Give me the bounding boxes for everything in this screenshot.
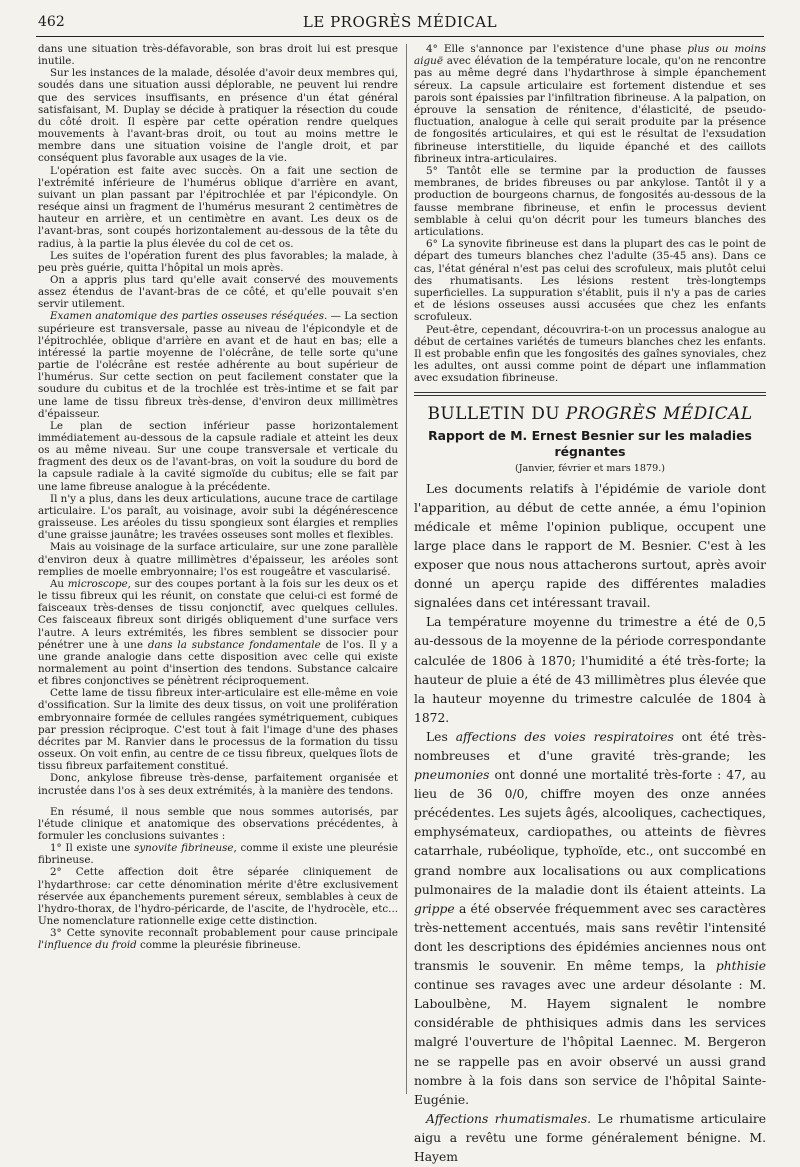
text-run: de l'os. Il y a une grande analogie dans cette disposition avec celle qui existe normalement au point d'insertion des tendons. Substance calcaire et fibres conjonctives se pénètrent réciproquement.: [38, 638, 399, 688]
italic-run: l'influence du froid: [38, 939, 137, 952]
paragraph: [38, 578, 398, 687]
text-run: 1° Il existe une: [50, 842, 135, 855]
text-run: , comme il existe une pleurésie fibrineuse.: [38, 842, 398, 867]
paragraph: [414, 728, 766, 1110]
text-run: continue ses ravages avec une ardeur désolante : M. Laboulbène, M. Hayem signalent le nombre considérable de phthisiques admis dans les services malgré l'ouverture de l'hôpital Laennec. M. Bergeron ne se rappelle pas en avoir observé un aussi grand nombre à la fois dans son service de l'hôpital Sainte-Eugénie.: [414, 978, 766, 1107]
italic-run: grippe: [414, 901, 455, 916]
italic-run: phthisie: [715, 959, 766, 974]
column-divider: [406, 44, 407, 1094]
paragraph: Cette lame de tissu fibreux inter-articulaire est elle-même en voie d'ossification. Sur la limite des deux tissus, on voit une prolifération embryonnaire formée de cellules rangées symétriquement, cubiques par pression réciproque. C'est tout à fait l'image d'une des phases décrites par M. Ranvier dans le processus de la formation du tissu osseux. On voit enfin, au centre de ce tissu fibreux, quelques îlots de tissu fibreux parfaitement constitué.: [38, 687, 398, 773]
italic-run: affections des voies respiratoires: [455, 729, 674, 744]
italic-run: Affections rhumatismales.: [426, 1111, 592, 1126]
paragraph: Les documents relatifs à l'épidémie de variole dont l'apparition, au début de cette année, a ému l'opinion médicale et même l'opinion publique, occupent une large place dans le rapport de M. Besnier. C'est à les exposer que nous nous attacherons surtout, après avoir donné un aperçu rapide des différentes maladies signalées dans cet intéressant travail.: [414, 481, 766, 611]
paragraph: Donc, ankylose fibreuse très-dense, parfaitement organisée et incrustée dans l'os à ses deux extrémités, à la manière des tendons.: [38, 772, 398, 797]
text-run: ont donné une mortalité très-forte : 47, au lieu de 36 0/0, chiffre moyen des onze années précédentes. Les sujets âgés, alcooliques, cachectiques, emphysémateux, cardiopathes, ou atteints de fièvres catarrhale, rubéolique, typhoïde, etc., ont succombé en grand nombre aux localisations ou aux complications pulmonaires de la maladie dont ils étaient atteints. La: [414, 768, 766, 897]
text-run: BULLETIN DU: [427, 403, 566, 424]
text-run: Le rhumatisme articulaire aigu a revêtu une forme généralement bénigne. M. Hayem: [414, 1111, 766, 1164]
paragraph: On a appris plus tard qu'elle avait conservé des mouvements assez étendus de l'avant-bras de ce côté, et qu'elle pouvait s'en servir utilement.: [38, 273, 398, 311]
bulletin-subtitle: Rapport de M. Ernest Besnier sur les maladies régnantes: [428, 427, 752, 459]
text-run: 3° Cette synovite reconnaît probablement pour cause principale: [50, 927, 398, 940]
text-run: 4° Elle s'annonce par l'existence d'une phase: [426, 43, 688, 55]
text-run: , sur des coupes portant à la fois sur les deux os et le tissu fibreux qui les réunit, on constate que celui-ci est formé de faisceaux très-denses de tissu conjonctif, avec quelques cellules. Ces faisceaux fibreux sont dirigés obliquement d'une surface vers l'autre. A leurs extrémités, les fibres semblent se dissocier pour pénétrer une à une: [38, 577, 398, 651]
conclusion-item: [38, 842, 398, 866]
paragraph: Peut-être, cependant, découvrira-t-on un processus analogue au début de certaines variétés de tumeurs blanches chez les enfants. Il est probable enfin que les fongosités des gaînes synoviales, chez les adultes, ont aussi comme point de départ une inflammation avec exsudation fibrineuse.: [414, 323, 766, 385]
italic-run: microscope: [67, 577, 128, 590]
paragraph: Il n'y a plus, dans les deux articulations, aucune trace de cartilage articulaire. L'os paraît, au voisinage, avoir subi la dégénérescence graisseuse. Les aréoles du tissu spongieux sont élargies et remplies d'une graisse jaunâtre; les travées osseuses sont molles et flexibles.: [38, 492, 398, 542]
bulletin-date: (Janvier, février et mars 1879.): [514, 462, 666, 474]
conclusions-continued: [414, 43, 766, 385]
right-column: [414, 43, 766, 1167]
section-rule: [414, 395, 766, 396]
italic-run: PROGRÈS MÉDICAL: [565, 403, 753, 424]
page-number: 462: [38, 14, 65, 30]
text-run: comme la pleurésie fibrineuse.: [136, 939, 301, 952]
text-run: Au: [50, 577, 68, 590]
section-heading: Examen anatomique des parties osseuses réséquées.: [50, 310, 328, 323]
paragraph: Mais au voisinage de la surface articulaire, sur une zone parallèle d'environ deux à quatre millimètres d'épaisseur, les aréoles sont remplies de moelle embryonnaire; l'os est rougeâtre et vascularisé.: [38, 541, 398, 578]
paragraph: [414, 1110, 766, 1167]
bulletin-title: [414, 404, 766, 424]
text-run: — La section supérieure est transversale, passe au niveau de l'épicondyle et de l'épitrochlée, oblique d'arrière en avant et de haut en bas; elle a intéressé la partie moyenne de l'olécrâne, de telle sorte qu'une partie de l'olécrâne est restée adhérente au bout supérieur de l'humérus. Sur cette section on peut facilement constater que la soudure du cubitus et de la trochlée est très-intime et se fait par une lame de tissu fibreux très-dense, d'environ deux millimètres d'épaisseur.: [38, 310, 398, 420]
paragraph: Les suites de l'opération furent des plus favorables; la malade, à peu près guérie, quitta l'hôpital un mois après.: [38, 249, 398, 274]
text-run: avec élévation de la température locale, qu'on ne rencontre pas au même degré dans l'hydarthrose à simple épanchement séreux. La capsule articulaire est fortement distendue et ses parois sont épaissies par l'infiltration fibrineuse. A la palpation, on éprouve la sensation de rénitence, d'élasticité, de pseudo-fluctuation, analogue à celle qui serait produite par la présence de fongosités articulaires, et qui est le résultat de l'exsudation fibrineuse interstitielle, du liquide épanché et des caillots fibrineux intra-articulaires.: [414, 55, 766, 165]
left-column: [38, 43, 398, 952]
italic-run: synovite fibrineuse: [134, 842, 234, 855]
header-rule: [36, 36, 764, 37]
report-body: [414, 480, 766, 1167]
text-run: ont été très-nombreuses et d'une gravité très-grande; les: [414, 729, 766, 763]
italic-run: pneumonies: [414, 768, 490, 783]
paragraph: Sur les instances de la malade, désolée d'avoir deux membres qui, soudés dans une situation aussi déplorable, ne peuvent lui rendre que des services insuffisants, en présence d'un état général satisfaisant, M. Duplay se décide à pratiquer la résection du coude du côté droit. Il espère par cette opération rendre quelques mouvements à l'avant-bras droit, ou tout au moins mettre le membre dans une situation voisine de l'angle droit, et par conséquent plus favorable aux usages de la vie.: [38, 67, 398, 165]
paragraph: Le plan de section inférieur passe horizontalement immédiatement au-dessous de la capsule radiale et atteint les deux os au même niveau. Sur une coupe transversale et verticale du fragment des deux os de l'avant-bras, on voit la soudure du bord de la capsule radiale à la cavité sigmoïde du cubitus; elle se fait par une lame fibreuse analogue à la précédente.: [38, 419, 398, 493]
conclusion-item: 6° La synovite fibrineuse est dans la plupart des cas le point de départ des tumeurs blanches chez l'adulte (35-45 ans). Dans ce cas, l'état général n'est pas celui des scrofuleux, mais plutôt celui des rhumatisants. Les lésions restent très-longtemps superficielles. La suppuration s'établit, puis il n'y a pas de caries et de lésions osseuses aussi accusées que chez les enfants scrofuleux.: [414, 238, 766, 324]
journal-title: LE PROGRÈS MÉDICAL: [302, 13, 498, 31]
paragraph: L'opération est faite avec succès. On a fait une section de l'extrémité inférieure de l'humérus oblique d'arrière en avant, suivant un plan passant par l'épitrochlée et par l'épicondyle. On reséque ainsi un fragment de l'humérus mesurant 2 centimètres de hauteur en arrière, et un centimètre en avant. Les deux os de l'avant-bras, sont coupés horizontalement au-dessous de la tête du radius, à la partie la plus élevée du col de cet os.: [38, 164, 398, 250]
paragraph: La température moyenne du trimestre a été de 0,5 au-dessous de la moyenne de la période correspondante calculée de 1806 à 1870; l'humidité a été très-forte; la hauteur de pluie a été de 43 millimètres plus élevée que la hauteur moyenne du trimestre calculée de 1804 à 1872.: [414, 615, 766, 725]
section-rule: [414, 392, 766, 393]
italic-run: dans la substance fondamentale: [147, 638, 321, 651]
paragraph: [38, 310, 398, 419]
text-run: a été observée fréquemment avec ses caractères très-nettement accentués, mais sans revêtir l'intensité dont les descriptions des épidémies anciennes nous ont transmis le souvenir. En même temps, la: [414, 901, 766, 974]
paragraph: dans une situation très-défavorable, son bras droit lui est presque inutile.: [38, 43, 398, 68]
text-run: Les: [426, 729, 456, 744]
paragraph: En résumé, il nous semble que nous sommes autorisés, par l'étude clinique et anatomique des observations précédentes, à formuler les conclusions suivantes :: [38, 805, 398, 842]
conclusion-item: 5° Tantôt elle se termine par la production de fausses membranes, de brides fibreuses ou par ankylose. Tantôt il y a production de bourgeons charnus, de fongosités au-dessous de la fausse membrane fibrineuse, et enfin le processus devient semblable à celui qu'on décrit pour les tumeurs blanches des articulations.: [414, 165, 766, 239]
conclusion-item: 2° Cette affection doit être séparée cliniquement de l'hydarthrose: car cette dénomination mérite d'être exclusivement réservée aux épanchements purement séreux, semblables à ceux de l'hydro-thorax, de l'hydro-péricarde, de l'ascite, de l'hydrocèle, etc... Une nomenclature rationnelle exige cette distinction.: [38, 866, 398, 928]
conclusion-item: [38, 927, 398, 951]
conclusion-item: [414, 43, 766, 165]
italic-run: plus ou moins aiguë: [414, 43, 766, 68]
